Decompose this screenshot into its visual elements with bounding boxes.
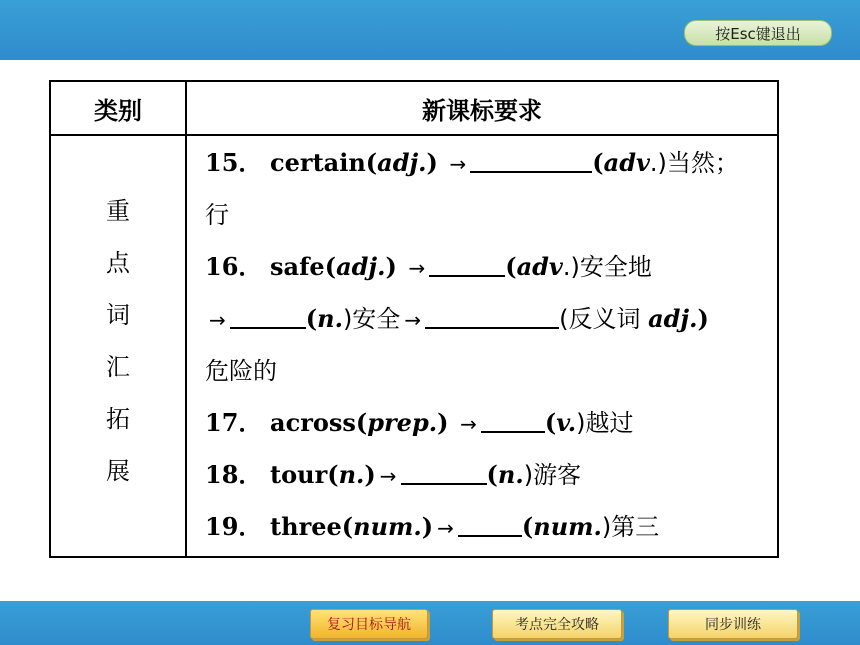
answer-blank[interactable]	[425, 305, 559, 329]
item-19-line: 19． three(num.) → (num.)第三	[205, 512, 660, 541]
item-pos: adj.	[648, 304, 698, 333]
arrow-icon: →	[379, 464, 397, 488]
item-pos: n.	[317, 304, 343, 333]
item-pos: adv	[603, 148, 650, 177]
item-word: certain	[270, 148, 366, 177]
answer-blank[interactable]	[429, 253, 505, 277]
item-number: 15．	[205, 148, 263, 177]
bottom-nav-bar	[0, 601, 860, 645]
category-cell	[50, 135, 186, 557]
item-18-line: 18． tour(n.) → (n.)游客	[205, 460, 582, 489]
arrow-icon: →	[404, 308, 422, 332]
item-number: 18．	[205, 460, 263, 489]
answer-blank[interactable]	[230, 305, 306, 329]
item-15-line: 15． certain(adj.) → (adv.)当然；	[205, 148, 739, 177]
nav-key-points-button[interactable]: 考点完全攻略	[492, 609, 622, 639]
item-meaning: .)安全地	[562, 253, 652, 281]
category-char: 展	[106, 457, 130, 485]
category-char: 重	[106, 197, 130, 225]
answer-blank[interactable]	[481, 409, 545, 433]
category-header: 类别	[50, 81, 186, 135]
top-bar	[0, 0, 860, 60]
item-pos: num.	[533, 512, 602, 541]
category-char: 点	[106, 249, 130, 277]
category-char: 汇	[106, 353, 130, 381]
item-pos: adj.	[336, 252, 386, 281]
antonym-label: (反义词	[559, 305, 649, 333]
arrow-icon: →	[449, 152, 467, 176]
item-word: across	[270, 408, 356, 437]
exit-button[interactable]: 按Esc键退出	[684, 20, 832, 46]
requirement-header: 新课标要求	[186, 81, 778, 135]
item-pos: adv	[516, 252, 563, 281]
item-16-line-2: → (n.)安全 → (反义词 adj.)	[209, 304, 709, 333]
item-number: 19．	[205, 512, 263, 541]
item-word: three	[270, 512, 342, 541]
content-cell	[186, 135, 778, 557]
arrow-icon: →	[408, 256, 426, 280]
item-meaning: )安全	[342, 305, 401, 333]
item-meaning: )游客	[523, 461, 582, 489]
item-15-wrap: 行	[205, 201, 229, 229]
item-word: safe	[270, 252, 325, 281]
category-char: 词	[106, 301, 130, 329]
table-header-row	[50, 81, 778, 135]
answer-blank[interactable]	[470, 149, 592, 173]
vocab-table	[49, 80, 779, 558]
item-16-wrap: 危险的	[205, 357, 277, 385]
item-pos: num.	[353, 512, 422, 541]
nav-review-goals-button[interactable]: 复习目标导航	[310, 609, 428, 639]
arrow-icon: →	[437, 516, 454, 540]
item-16-line: 16． safe(adj.) → (adv.)安全地	[205, 252, 652, 281]
table-row	[50, 135, 778, 557]
item-meaning: )第三	[601, 513, 660, 541]
category-char: 拓	[106, 405, 130, 433]
item-meaning: )越过	[576, 409, 634, 437]
item-meaning: .)当然；	[649, 149, 739, 177]
category-label	[51, 185, 185, 497]
arrow-icon: →	[209, 308, 226, 332]
item-pos: n.	[338, 460, 365, 489]
answer-blank[interactable]	[401, 461, 487, 485]
item-17-line: 17． across(prep.) → (v.)越过	[205, 408, 634, 437]
item-number: 16．	[205, 252, 263, 281]
answer-blank[interactable]	[458, 513, 522, 537]
item-pos: prep.	[367, 408, 438, 437]
arrow-icon: →	[460, 412, 477, 436]
item-number: 17．	[205, 408, 263, 437]
nav-practice-button[interactable]: 同步训练	[668, 609, 798, 639]
item-pos: adj.	[377, 148, 427, 177]
item-word: tour	[270, 460, 328, 489]
item-pos: n.	[497, 460, 524, 489]
item-pos: v.	[556, 408, 577, 437]
